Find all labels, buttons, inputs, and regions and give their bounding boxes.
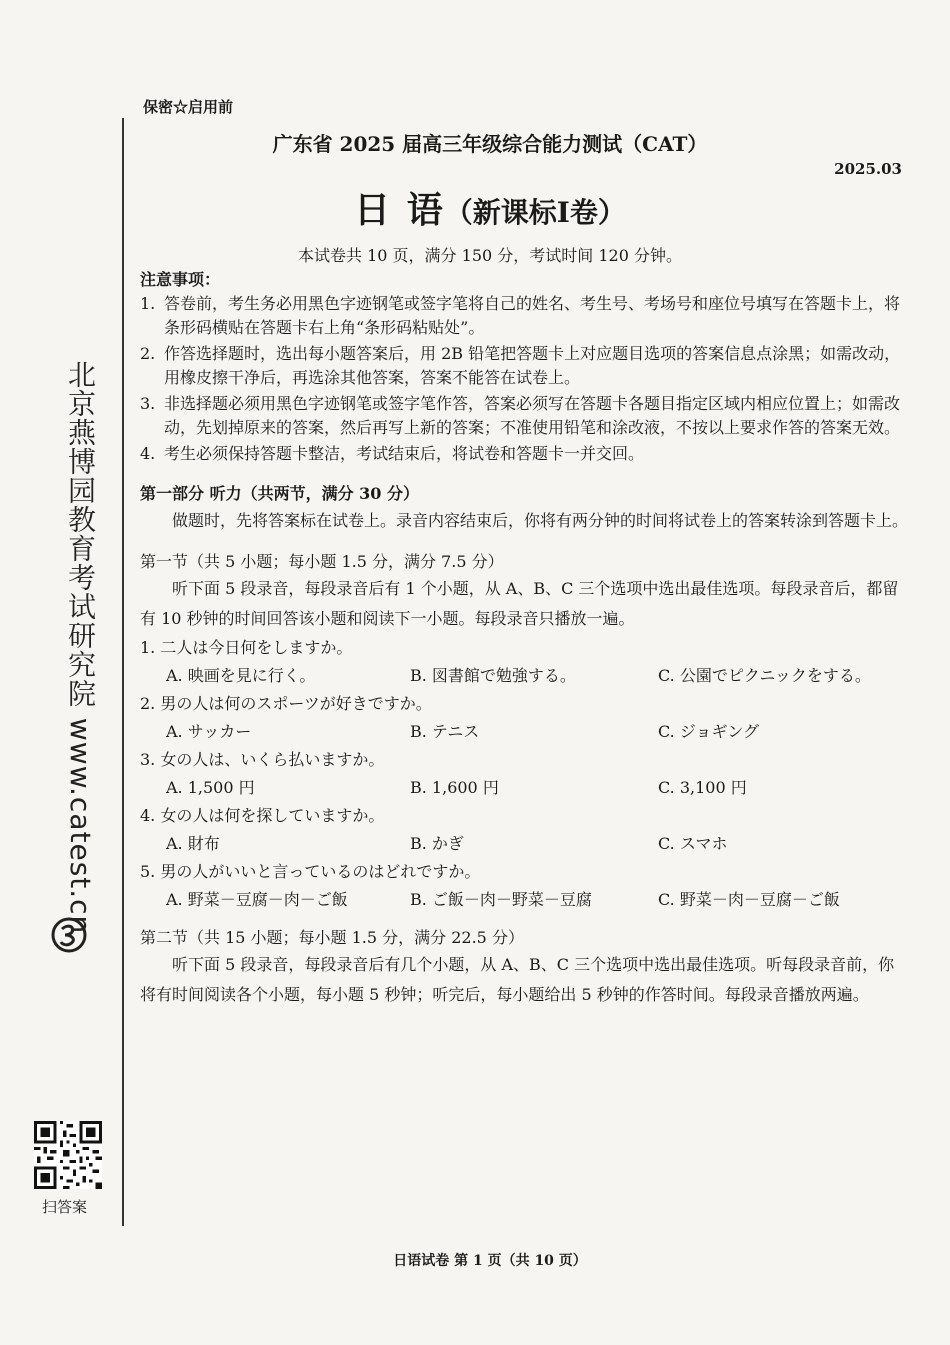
question-text: 女の人は何を探していますか。	[160, 806, 385, 825]
option-c[interactable]: C. 公園でピクニックをする。	[658, 666, 871, 685]
option-c[interactable]: C. スマホ	[658, 834, 728, 853]
question-2	[140, 692, 910, 744]
question-number: 2.	[140, 694, 156, 713]
section1-title: 第一节（共 5 小题；每小题 1.5 分，满分 7.5 分）	[140, 552, 504, 571]
question-text: 二人は今日何をしますか。	[160, 638, 353, 657]
exam-title: 广东省 2025 届高三年级综合能力测试（CAT）	[272, 132, 708, 156]
question-text: 男の人がいいと言っているのはどれですか。	[160, 862, 481, 881]
notice-text: 非选择题必须用黑色字迹钢笔或签字笔作答，答案必须写在答题卡各题目指定区域内相应位置上；如需改动，先划掉原来的答案，然后再写上新的答案；不准使用铅笔和涂改液，不按以上要求作答的答案无效。	[164, 394, 901, 437]
subject-heading	[160, 182, 820, 233]
question-stem	[140, 804, 910, 828]
section2-title: 第二节（共 15 小题；每小题 1.5 分，满分 22.5 分）	[140, 928, 524, 947]
confidential-label: 保密☆启用前	[143, 98, 234, 116]
question-number: 5.	[140, 862, 156, 881]
question-text: 女の人は、いくら払いますか。	[160, 750, 385, 769]
option-c[interactable]: C. 3,100 円	[658, 778, 747, 797]
publisher-logo-icon	[50, 916, 88, 954]
question-options	[140, 664, 910, 688]
exam-body	[140, 268, 910, 1010]
option-b[interactable]: B. 1,600 円	[410, 778, 499, 797]
part1-intro: 做题时，先将答案标在试卷上。录音内容结束后，你将有两分钟的时间将试卷上的答案转涂到答题卡上。	[172, 511, 909, 530]
option-c[interactable]: C. 野菜－肉－豆腐－ご飯	[658, 890, 840, 909]
question-number: 1.	[140, 638, 156, 657]
notice-number: 4.	[140, 444, 156, 463]
option-b[interactable]: B. 図書館で勉強する。	[410, 666, 576, 685]
subject-paper-type: （新课标Ⅰ卷）	[444, 196, 626, 229]
binding-line	[122, 118, 124, 1226]
question-text: 男の人は何のスポーツが好きですか。	[160, 694, 432, 713]
option-a[interactable]: A. 財布	[166, 834, 220, 853]
notice-number: 1.	[140, 294, 156, 313]
option-a[interactable]: A. サッカー	[166, 722, 252, 741]
part1-title: 第一部分 听力（共两节，满分 30 分）	[140, 484, 419, 503]
question-options	[140, 776, 910, 800]
option-a[interactable]: A. 1,500 円	[166, 778, 255, 797]
exam-date: 2025.03	[834, 160, 902, 178]
subject-name: 日 语	[354, 189, 445, 231]
question-stem	[140, 860, 910, 884]
section2-intro: 听下面 5 段录音，每段录音后有几个小题，从 A、B、C 三个选项中选出最佳选项。听每段录音前，你将有时间阅读各个小题，每小题 5 秒钟；听完后，每小题给出 5 秒钟的作答时间。每段录音播放两遍。	[140, 955, 895, 1004]
question-stem	[140, 692, 910, 716]
notice-text: 答卷前，考生务必用黑色字迹钢笔或签字笔将自己的姓名、考生号、考场号和座位号填写在答题卡上，将条形码横贴在答题卡右上角“条形码粘贴处”。	[164, 294, 901, 337]
question-number: 3.	[140, 750, 156, 769]
answer-qr-code-icon[interactable]	[34, 1118, 102, 1192]
option-a[interactable]: A. 野菜－豆腐－肉－ご飯	[166, 890, 348, 909]
question-stem	[140, 748, 910, 772]
scan-answer-label: 扫答案	[42, 1198, 88, 1216]
exam-info: 本试卷共 10 页，满分 150 分，考试时间 120 分钟。	[298, 246, 682, 265]
notice-item	[140, 292, 910, 340]
question-options	[140, 832, 910, 856]
question-options	[140, 720, 910, 744]
sidebar-watermark-text: 北京燕博园教育考试研究院 www.catest.cn	[64, 360, 97, 935]
option-b[interactable]: B. ご飯－肉－野菜－豆腐	[410, 890, 592, 909]
option-b[interactable]: B. かぎ	[410, 834, 464, 853]
notice-text: 作答选择题时，选出每小题答案后，用 2B 铅笔把答题卡上对应题目选项的答案信息点涂黑；如需改动，用橡皮擦干净后，再选涂其他答案，答案不能答在试卷上。	[164, 344, 901, 387]
page-footer: 日语试卷 第 1 页（共 10 页）	[393, 1253, 587, 1269]
option-c[interactable]: C. ジョギング	[658, 722, 760, 741]
section1-intro: 听下面 5 段录音，每段录音后有 1 个小题，从 A、B、C 三个选项中选出最佳选项。每段录音后，都留有 10 秒钟的时间回答该小题和阅读下一小题。每段录音只播放一遍。	[140, 579, 899, 628]
option-a[interactable]: A. 映画を見に行く。	[166, 666, 316, 685]
question-3	[140, 748, 910, 800]
notice-item	[140, 342, 910, 390]
question-4	[140, 804, 910, 856]
notice-item	[140, 392, 910, 440]
notice-list	[140, 292, 910, 466]
option-b[interactable]: B. テニス	[410, 722, 480, 741]
notice-item	[140, 442, 910, 466]
notice-number: 2.	[140, 344, 156, 363]
question-options	[140, 888, 910, 912]
question-stem	[140, 636, 910, 660]
question-5	[140, 860, 910, 912]
notice-number: 3.	[140, 394, 156, 413]
notice-text: 考生必须保持答题卡整洁，考试结束后，将试卷和答题卡一并交回。	[164, 444, 645, 463]
question-number: 4.	[140, 806, 156, 825]
notice-title: 注意事项：	[140, 270, 221, 289]
question-1	[140, 636, 910, 688]
